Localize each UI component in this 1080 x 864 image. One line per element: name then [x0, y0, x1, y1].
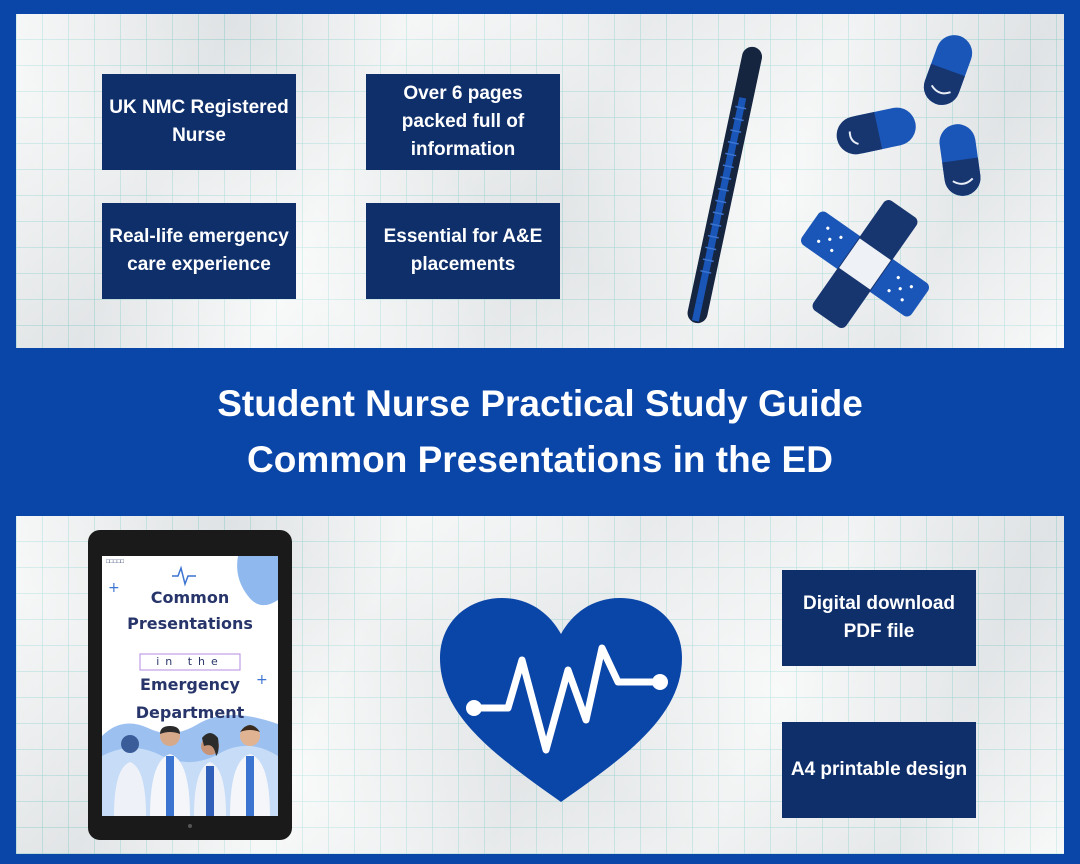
feature-box-download [782, 570, 976, 666]
feature-text-nmc: UK NMC Registered Nurse [109, 97, 289, 146]
feature-box-pages [366, 74, 560, 170]
cover-line-5: Department [135, 703, 245, 722]
cover-line-3: in the [156, 655, 224, 668]
pill-icon [836, 30, 996, 210]
svg-text:+: + [108, 580, 120, 596]
cover-line-2: Presentations [127, 614, 253, 633]
feature-box-experience [102, 203, 296, 299]
feature-text-experience: Real-life emergency care experience [109, 226, 289, 275]
feature-text-pages: Over 6 pages packed full of information [401, 83, 525, 160]
page-title [0, 376, 1080, 488]
bandage-icon [790, 190, 940, 338]
cover-line-1: Common [150, 588, 230, 607]
cover-line-4: Emergency [140, 675, 240, 694]
tablet-icon [88, 530, 292, 840]
heart-pulse-icon [436, 596, 686, 806]
feature-box-a4 [782, 722, 976, 818]
tablet-camera [188, 824, 192, 828]
feature-box-placements [366, 203, 560, 299]
feature-text-download: Digital download PDF file [803, 593, 955, 642]
cover-brand: □□□□□ [106, 559, 125, 565]
feature-box-nmc [102, 74, 296, 170]
thermometer-icon [660, 36, 790, 332]
feature-text-placements: Essential for A&E placements [383, 226, 543, 275]
tablet-screen [102, 556, 278, 816]
title-line-1: Student Nurse Practical Study Guide [217, 383, 863, 424]
feature-text-a4: A4 printable design [790, 759, 968, 780]
svg-text:+: + [256, 672, 268, 688]
title-line-2: Common Presentations in the ED [247, 439, 833, 480]
